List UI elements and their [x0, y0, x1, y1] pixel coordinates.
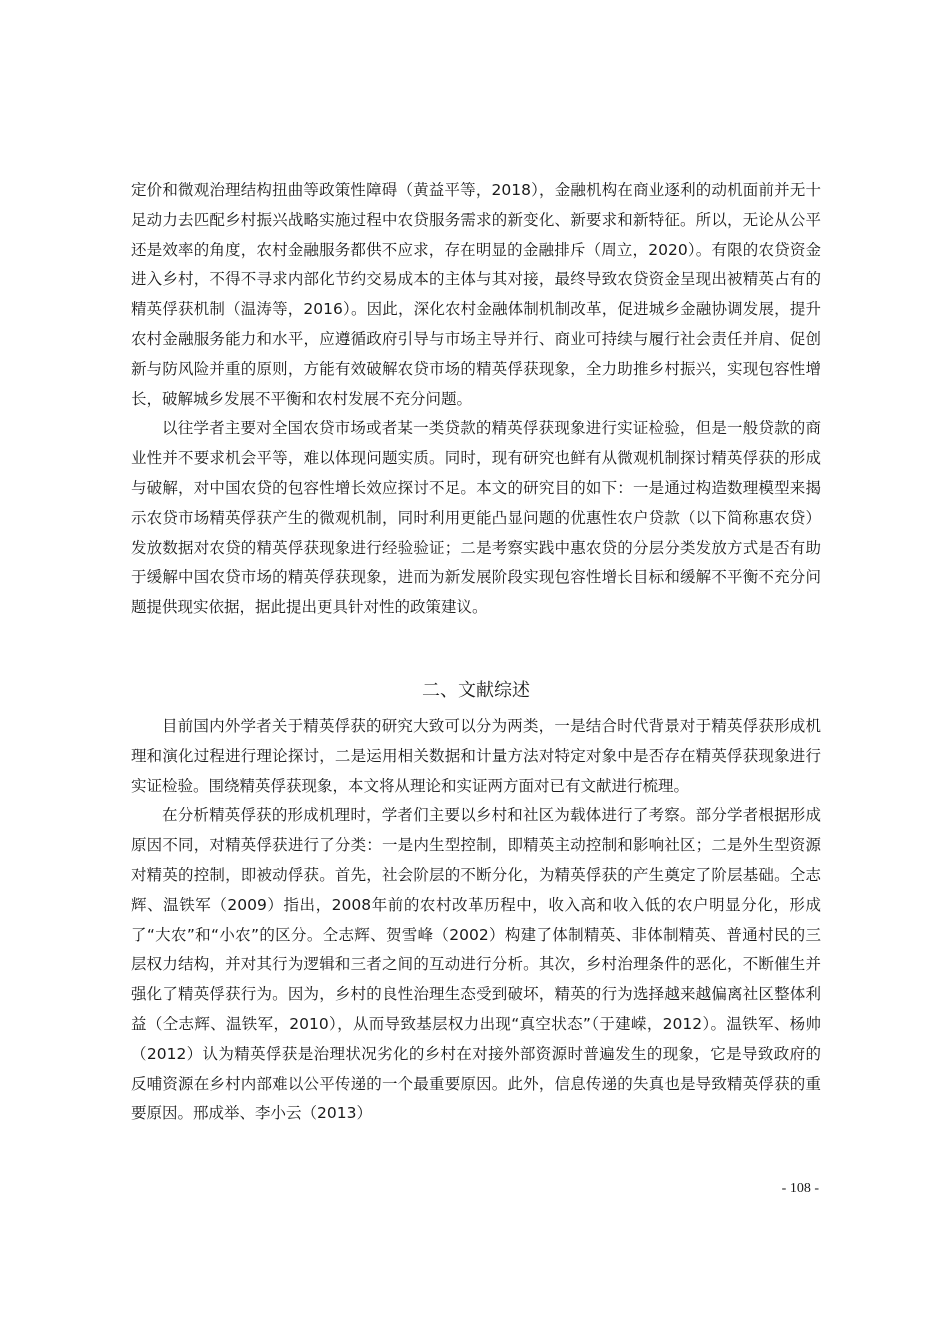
- paragraph-literature-overview: 目前国内外学者关于精英俘获的研究大致可以分为两类，一是结合时代背景对于精英俘获形成机理和演化过程进行理论探讨，二是运用相关数据和计量方法对特定对象中是否存在精英俘获现象进行实证检验。围绕精英俘获现象，本文将从理论和实证两方面对已有文献进行梳理。: [131, 717, 821, 795]
- body-text-after-heading: [131, 712, 821, 1129]
- paragraph-research-purpose: 以往学者主要对全国农贷市场或者某一类贷款的精英俘获现象进行实证检验，但是一般贷款的商业性并不要求机会平等，难以体现问题实质。同时，现有研究也鲜有从微观机制探讨精英俘获的形成与破解，对中国农贷的包容性增长效应探讨不足。本文的研究目的如下：一是通过构造数理模型来揭示农贷市场精英俘获产生的微观机制，同时利用更能凸显问题的优惠性农户贷款（以下简称惠农贷）发放数据对农贷的精英俘获现象进行经验验证；二是考察实践中惠农贷的分层分类发放方式是否有助于缓解中国农贷市场的精英俘获现象，进而为新发展阶段实现包容性增长目标和缓解不平衡不充分问题提供现实依据，据此提出更具针对性的政策建议。: [131, 419, 821, 617]
- paragraph-formation-mechanism: 在分析精英俘获的形成机理时，学者们主要以乡村和社区为载体进行了考察。部分学者根据形成原因不同，对精英俘获进行了分类：一是内生型控制，即精英主动控制和影响社区；二是外生型资源对精英的控制，即被动俘获。首先，社会阶层的不断分化，为精英俘获的产生奠定了阶层基础。仝志辉、温铁军（2009）指出，2008年前的农村改革历程中，收入高和收入低的农户明显分化，形成了“大农”和“小农”的区分。仝志辉、贺雪峰（2002）构建了体制精英、非体制精英、普通村民的三层权力结构，并对其行为逻辑和三者之间的互动进行分析。其次，乡村治理条件的恶化，不断催生并强化了精英俘获行为。因为，乡村的良性治理生态受到破坏，精英的行为选择越来越偏离社区整体利益（仝志辉、温铁军，2010），从而导致基层权力出现“真空状态”（于建嵘，2012）。温铁军、杨帅（2012）认为精英俘获是治理状况劣化的乡村在对接外部资源时普遍发生的现象，它是导致政府的反哺资源在乡村内部难以公平传递的一个最重要原因。此外，信息传递的失真也是导致精英俘获的重要原因。邢成举、李小云（2013）: [131, 806, 821, 1123]
- page-number: - 108 -: [781, 1181, 819, 1196]
- paragraph-continuation: 定价和微观治理结构扭曲等政策性障碍（黄益平等，2018），金融机构在商业逐利的动机面前并无十足动力去匹配乡村振兴战略实施过程中农贷服务需求的新变化、新要求和新特征。所以，无论从公平还是效率的角度，农村金融服务都供不应求，存在明显的金融排斥（周立，2020）。有限的农贷资金进入乡村，不得不寻求内部化节约交易成本的主体与其对接，最终导致农贷资金呈现出被精英占有的精英俘获机制（温涛等，2016）。因此，深化农村金融体制机制改革，促进城乡金融协调发展，提升农村金融服务能力和水平，应遵循政府引导与市场主导并行、商业可持续与履行社会责任并肩、促创新与防风险并重的原则，方能有效破解农贷市场的精英俘获现象，全力助推乡村振兴，实现包容性增长，破解城乡发展不平衡和农村发展不充分问题。: [131, 181, 821, 408]
- body-text-before-heading: [131, 176, 821, 623]
- section-heading: 二、文献综述: [422, 680, 530, 701]
